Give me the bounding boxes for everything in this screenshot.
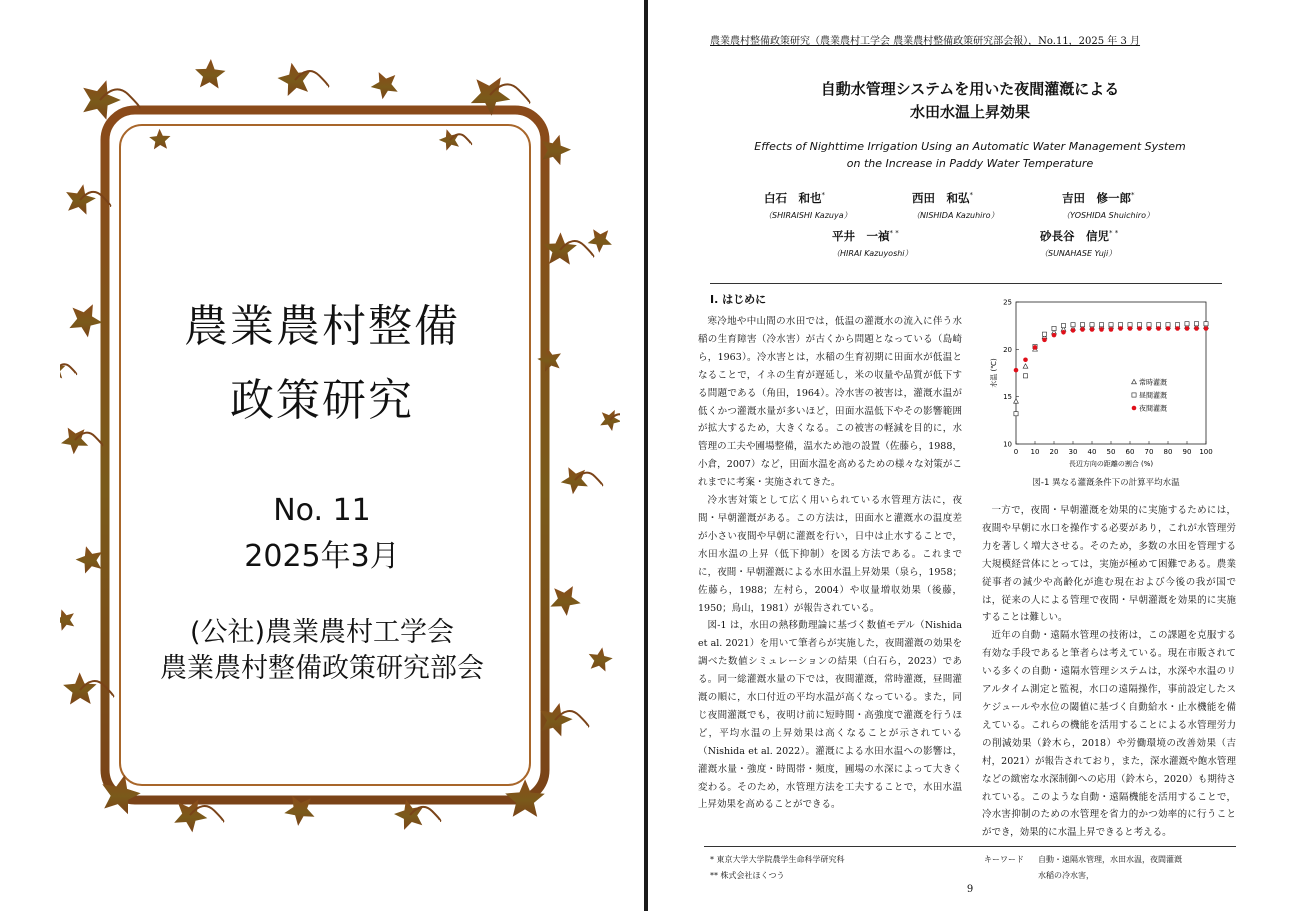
- article-page: [648, 0, 1292, 911]
- data-point: [1175, 323, 1179, 327]
- y-tick-label: 10: [1003, 440, 1012, 449]
- data-point: [1194, 322, 1198, 326]
- leaf-ornament: [195, 59, 225, 89]
- author-romaji: （HIRAI Kazuyoshi）: [832, 249, 913, 258]
- x-axis-label: 長辺方向の距離の割合 (%): [1068, 460, 1154, 468]
- legend-label: 常時灌漑: [1139, 378, 1167, 387]
- data-point: [1090, 327, 1095, 332]
- data-point: [1128, 326, 1133, 331]
- x-tick-label: 50: [1106, 448, 1116, 456]
- paragraph: 寒冷地や中山間の水田では，低温の灌漑水の流入に伴う水稲の生育障害（冷水害）が古くから問題となっている（島崎ら，1963）。冷水害とは，水稲の生育初期に田面水が低温となることで，イネの生育が遅延し，米の収量や品質が低下する問題である（角田，1964）。冷水害の被害は，灌漑水温が低くかつ灌漑水量が多いほど，田面水温低下やその影響範囲が拡大するため，大きくなる。この被害の軽減を目的に，水管理の工夫や圃場整備，温水ため池の設置（佐藤ら，1988，小倉，2007）など，田面水温を高めるための様々な対策がこれまでに考案・実施されてきた。: [698, 316, 962, 489]
- data-point: [1042, 338, 1047, 343]
- data-point: [1204, 326, 1209, 331]
- data-point: [1090, 323, 1094, 327]
- cover-date: 2025年3月: [244, 539, 400, 574]
- vine-frame-illustration: [60, 40, 620, 840]
- cover-title-line2: 政策研究: [230, 375, 414, 426]
- cover-publisher-line1: (公社)農業農村工学会: [189, 617, 455, 648]
- cover-title-line1: 農業農村整備: [184, 301, 460, 352]
- author-name: 西田 和弘*: [912, 191, 973, 205]
- data-point: [1185, 326, 1190, 331]
- data-point: [1137, 323, 1141, 327]
- leaf-ornament: [61, 428, 88, 455]
- data-point: [1156, 323, 1160, 327]
- leaf-ornament: [371, 72, 398, 99]
- data-point: [1023, 374, 1027, 378]
- x-tick-label: 80: [1163, 448, 1173, 456]
- legend-marker: [1132, 406, 1137, 411]
- data-point: [1014, 399, 1019, 403]
- title-en-line1: Effects of Nighttime Irrigation Using an Automatic Water Management System: [754, 140, 1186, 153]
- data-point: [1175, 326, 1180, 331]
- title-ja-line1: 自動水管理システムを用いた夜間灌漑による: [820, 80, 1120, 98]
- data-point: [1071, 323, 1075, 327]
- data-point: [1061, 330, 1066, 335]
- data-point: [1156, 326, 1161, 331]
- data-point: [1128, 323, 1132, 327]
- author-romaji: （YOSHIDA Shuichiro）: [1062, 211, 1154, 220]
- y-tick-label: 25: [1003, 298, 1012, 307]
- data-point: [1137, 326, 1142, 331]
- paragraph: 冷水害対策として広く用いられている水管理方法に，夜間・早朝灌漑がある。この方法は，田面水と灌漑水の温度差が小さい夜間や早朝に灌漑を行い，日中は止水することで，水田水温の上昇（低下抑制）を図る方法である。これまでに，夜間・早朝灌漑による水田水温上昇効果（泉ら，1958；佐藤ら，1988；左村ら，2004）や収量増収効果（後藤，1950；鳥山，1981）が報告されている。: [698, 495, 962, 614]
- figure-caption: 図-1 異なる灌漑条件下の計算平均水温: [1032, 478, 1180, 488]
- x-tick-label: 0: [1013, 448, 1019, 456]
- cover-page: [0, 0, 644, 911]
- data-point: [1147, 323, 1151, 327]
- data-point: [1042, 332, 1046, 336]
- data-point: [1071, 328, 1076, 333]
- y-tick-label: 15: [1003, 393, 1012, 402]
- author-name: 白石 和也*: [764, 191, 825, 205]
- author-name: 吉田 修一郎*: [1062, 191, 1135, 205]
- data-point: [1099, 327, 1104, 332]
- author-romaji: （SUNAHASE Yuji）: [1040, 249, 1117, 258]
- keywords-line1: 自動・遠隔水管理，水田水温，夜間灌漑: [1038, 855, 1182, 864]
- author-romaji: （SHIRAISHI Kazuya）: [764, 211, 852, 220]
- legend-marker: [1132, 393, 1136, 397]
- cover-publisher-line2: 農業農村整備政策研究部会: [160, 653, 484, 684]
- legend-marker: [1132, 379, 1137, 383]
- leaf-ornament: [588, 229, 612, 253]
- data-point: [1099, 323, 1103, 327]
- data-point: [1204, 322, 1208, 326]
- leaf-ornament: [278, 63, 311, 96]
- data-point: [1166, 326, 1171, 331]
- data-point: [1061, 324, 1065, 328]
- figure-1-chart: [986, 296, 1226, 496]
- x-tick-label: 30: [1068, 448, 1078, 456]
- x-tick-label: 100: [1199, 448, 1213, 456]
- data-point: [1023, 357, 1028, 362]
- x-tick-label: 20: [1049, 448, 1059, 456]
- data-point: [1118, 326, 1123, 331]
- x-tick-label: 60: [1125, 448, 1135, 456]
- x-tick-label: 70: [1144, 448, 1154, 456]
- data-point: [1014, 368, 1019, 373]
- x-tick-label: 90: [1182, 448, 1192, 456]
- right-column: [982, 502, 1236, 842]
- running-header: 農業農村整備政策研究（農業農村工学会 農業農村整備政策研究部会報），No.11，2025 年 3 月: [710, 36, 1141, 47]
- data-point: [1194, 326, 1199, 331]
- legend-label: 夜間灌漑: [1139, 404, 1167, 413]
- author-romaji: （NISHIDA Kazuhiro）: [912, 211, 999, 220]
- cover-issue-number: No. 11: [273, 493, 371, 528]
- title-ja-line2: 水田水温上昇効果: [909, 103, 1030, 121]
- data-point: [1166, 323, 1170, 327]
- keywords-label: キーワード: [984, 855, 1024, 864]
- title-rule: [710, 283, 1222, 284]
- leaf-ornament: [561, 467, 588, 494]
- data-point: [1033, 345, 1038, 350]
- data-point: [1023, 364, 1028, 368]
- left-column: [698, 313, 962, 814]
- data-point: [1052, 326, 1056, 330]
- x-tick-label: 10: [1030, 448, 1040, 456]
- legend-label: 昼間灌漑: [1139, 391, 1167, 400]
- y-axis-label: 水温 (℃): [990, 358, 998, 388]
- y-tick-label: 20: [1003, 345, 1012, 354]
- data-point: [1185, 322, 1189, 326]
- data-point: [1080, 327, 1085, 332]
- author-name: 砂長谷 信児* *: [1040, 229, 1119, 243]
- title-en-line2: on the Increase in Paddy Water Temperature: [846, 157, 1094, 170]
- data-point: [1052, 333, 1057, 338]
- page-number: 9: [966, 884, 974, 895]
- paragraph: 近年の自動・遠隔水管理の技術は，この課題を克服する有効な手段であると筆者らは考えている。現在市販されている多くの自動・遠隔水管理システムは，水深や水温のリアルタイム測定と監視，水口の遠隔操作，事前設定したスケジュールや水位の閾値に基づく自動給水・止水機能を備えている。これらの機能を活用することによる水管理労力の削減効果（鈴木ら，2018）や労働環境の改善効果（吉村，2021）が報告されており，また，深水灌漑や飽水管理などの緻密な水深制御への応用（鈴木ら，2020）も期待されている。このような自動・遠隔機能を活用することで，冷水害抑制のための水管理を省力的かつ効率的に行うことができ，効果的に水温上昇できると考える。: [982, 630, 1236, 839]
- footnote-rule: [704, 846, 1236, 847]
- x-tick-label: 40: [1087, 448, 1097, 456]
- footnote-affiliation-2: ** 株式会社ほくつう: [710, 871, 785, 880]
- data-point: [1080, 323, 1084, 327]
- data-point: [1147, 326, 1152, 331]
- paragraph: 図-1 は，水田の熱移動理論に基づく数値モデル（Nishida et al. 2021）を用いて筆者らが実施した，夜間灌漑の効果を調べた数値シミュレーションの結果（白石ら，2023）である。同一総灌漑水量の下では，夜間灌漑，常時灌漑，昼間灌漑の順に，水口付近の平均水温が高くなっている。また，同じ夜間灌漑でも，夜明け前に短時間・高強度で灌漑を行うほど，平均水温の上昇効果は高くなることが示されている（Nishida et al. 2022）。灌漑による水田水温への影響は，灌漑水量・強度・時間帯・頻度，圃場の水深によって大きく変わる。そのため，水管理方法を工夫することで，水田水温上昇効果を高めることができる。: [698, 620, 962, 811]
- author-name: 平井 一禎* *: [832, 229, 899, 243]
- footnote-affiliation-1: * 東京大学大学院農学生命科学研究科: [710, 855, 845, 864]
- leaf-ornament: [149, 129, 170, 150]
- paragraph: 一方で，夜間・早朝灌漑を効果的に実施するためには，夜間や早朝に水口を操作する必要があり，これが水管理労力を著しく増大させる。そのため，多数の水田を管理する大規模経営体にとっては，実施が極めて困難である。農業従事者の減少や高齢化が進む現在および今後の我が国では，従来の人による管理で夜間・早朝灌漑を効果的に実施することは難しい。: [982, 505, 1236, 624]
- section-heading: I. はじめに: [710, 293, 767, 306]
- data-point: [1014, 412, 1018, 416]
- data-point: [1118, 323, 1122, 327]
- keywords-line2: 水稲の冷水害，: [1038, 871, 1094, 880]
- data-point: [1109, 323, 1113, 327]
- data-point: [1109, 327, 1114, 332]
- leaf-ornament: [439, 129, 459, 150]
